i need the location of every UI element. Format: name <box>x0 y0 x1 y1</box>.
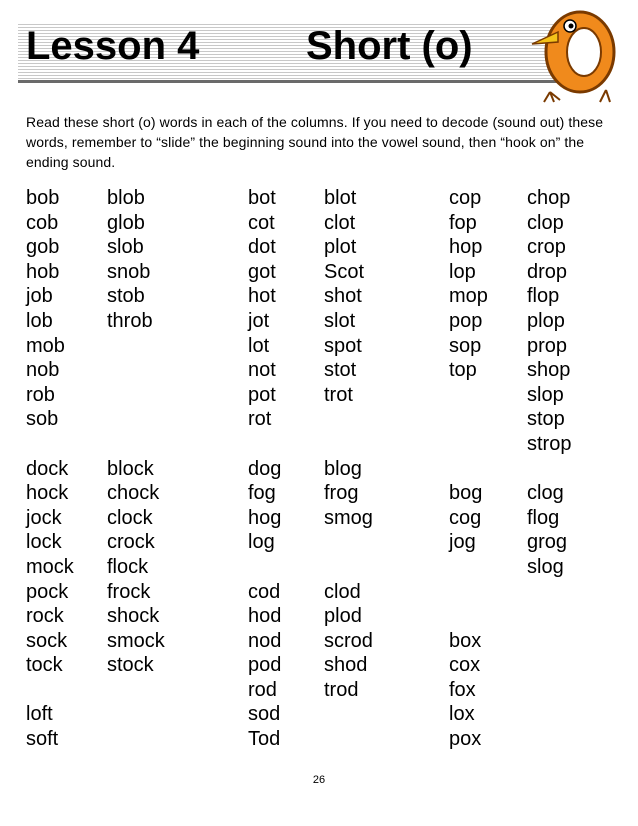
word-spacer <box>248 555 281 580</box>
word-item: chock <box>107 482 160 505</box>
word-spacer <box>527 629 571 654</box>
word-item: top <box>449 359 477 382</box>
word-item: nod <box>248 629 282 652</box>
page-number: 26 <box>312 774 326 786</box>
word-item: fox <box>449 678 476 701</box>
word-item: rob <box>26 383 55 406</box>
word-item: lot <box>248 334 270 357</box>
word-item: trod <box>324 678 359 701</box>
word-item: clop <box>527 211 564 234</box>
word-spacer <box>324 407 373 432</box>
word-spacer <box>449 457 488 482</box>
word-item: cot <box>248 211 275 234</box>
word-item: Tod <box>248 728 281 751</box>
word-item: sop <box>449 334 482 357</box>
word-spacer <box>324 702 373 727</box>
letter-o-bird-icon <box>510 4 630 104</box>
word-item: fop <box>449 211 477 234</box>
word-item: bot <box>248 187 276 209</box>
word-item: frog <box>324 482 359 505</box>
word-item: smog <box>324 506 373 529</box>
word-spacer <box>449 580 488 605</box>
word-item: sod <box>248 703 281 726</box>
word-spacer <box>107 407 165 432</box>
word-item: lox <box>449 703 475 726</box>
word-item: frock <box>107 580 151 603</box>
word-item: hog <box>248 506 282 529</box>
word-item: dot <box>248 236 276 259</box>
word-column-5 <box>449 186 488 752</box>
word-item: soft <box>26 728 59 751</box>
word-spacer <box>449 383 488 408</box>
word-item: cob <box>26 211 59 234</box>
word-item: got <box>248 260 276 283</box>
word-spacer <box>107 358 165 383</box>
word-item: pot <box>248 383 276 406</box>
word-item: flock <box>107 555 149 578</box>
word-spacer <box>449 407 488 432</box>
word-item: throb <box>107 309 153 332</box>
word-list <box>0 186 638 756</box>
word-item: dock <box>26 457 69 480</box>
word-item: jog <box>449 531 476 554</box>
lesson-title: Lesson 4 <box>26 24 200 68</box>
word-item: rock <box>26 605 64 628</box>
word-spacer <box>26 432 74 457</box>
word-item: spot <box>324 334 362 357</box>
word-item: bog <box>449 482 483 505</box>
word-item: blog <box>324 457 362 480</box>
word-item: grog <box>527 531 568 554</box>
word-item: jot <box>248 309 270 332</box>
word-item: cop <box>449 187 482 209</box>
word-item: clod <box>324 580 361 603</box>
word-spacer <box>107 432 165 457</box>
word-column-1 <box>26 186 74 752</box>
word-spacer <box>449 604 488 629</box>
word-item: fog <box>248 482 276 505</box>
word-item: pock <box>26 580 69 603</box>
word-item: dog <box>248 457 282 480</box>
word-item: chop <box>527 187 571 209</box>
word-item: cog <box>449 506 482 529</box>
word-spacer <box>527 702 571 727</box>
word-spacer <box>248 432 281 457</box>
topic-title: Short (o) <box>306 24 473 68</box>
word-item: slob <box>107 236 144 259</box>
word-spacer <box>324 727 373 752</box>
word-item: shot <box>324 285 362 308</box>
word-item: plod <box>324 605 362 628</box>
word-item: plop <box>527 309 565 332</box>
word-item: rod <box>248 678 277 701</box>
word-item: clock <box>107 506 153 529</box>
word-spacer <box>107 702 165 727</box>
word-spacer <box>527 604 571 629</box>
word-item: stop <box>527 408 565 431</box>
word-item: bob <box>26 187 60 209</box>
word-spacer <box>449 555 488 580</box>
word-item: blob <box>107 187 145 209</box>
word-item: slot <box>324 309 356 332</box>
word-item: rot <box>248 408 272 431</box>
word-spacer <box>107 334 165 359</box>
word-item: lob <box>26 309 53 332</box>
word-spacer <box>107 383 165 408</box>
word-column-2 <box>107 186 165 752</box>
word-spacer <box>107 678 165 703</box>
word-item: sob <box>26 408 59 431</box>
word-column-3 <box>248 186 281 752</box>
word-spacer <box>449 432 488 457</box>
word-item: nob <box>26 359 60 382</box>
word-item: hock <box>26 482 69 505</box>
word-item: hop <box>449 236 483 259</box>
word-item: clot <box>324 211 356 234</box>
word-item: smock <box>107 629 165 652</box>
word-item: not <box>248 359 276 382</box>
word-column-6 <box>527 186 571 752</box>
word-item: prop <box>527 334 568 357</box>
word-item: lock <box>26 531 62 554</box>
word-item: scrod <box>324 629 373 652</box>
word-spacer <box>527 727 571 752</box>
word-item: slop <box>527 383 564 406</box>
word-item: snob <box>107 260 151 283</box>
word-item: cox <box>449 654 481 677</box>
word-item: hob <box>26 260 60 283</box>
word-item: strop <box>527 432 572 455</box>
word-item: pop <box>449 309 483 332</box>
word-item: crock <box>107 531 155 554</box>
word-spacer <box>324 530 373 555</box>
word-item: hod <box>248 605 282 628</box>
word-spacer <box>324 555 373 580</box>
word-item: jock <box>26 506 62 529</box>
word-spacer <box>527 653 571 678</box>
word-spacer <box>324 432 373 457</box>
word-item: stot <box>324 359 357 382</box>
word-spacer <box>107 727 165 752</box>
word-column-4 <box>324 186 373 752</box>
word-item: mob <box>26 334 65 357</box>
word-item: cod <box>248 580 281 603</box>
word-item: gob <box>26 236 60 259</box>
instructions-text: Read these short (o) words in each of the columns. If you need to decode (sound out) these words, remember to “slide” the beginning sound into the vowel sound, then “hook on” the ending sound. <box>26 114 604 170</box>
word-item: mop <box>449 285 488 308</box>
word-item: sock <box>26 629 68 652</box>
word-item: clog <box>527 482 564 505</box>
word-item: hot <box>248 285 276 308</box>
word-item: log <box>248 531 275 554</box>
word-item: slog <box>527 555 564 578</box>
word-item: trot <box>324 383 353 406</box>
word-item: flop <box>527 285 560 308</box>
word-item: block <box>107 457 154 480</box>
word-spacer <box>527 678 571 703</box>
word-item: pox <box>449 728 482 751</box>
word-item: lop <box>449 260 476 283</box>
word-item: loft <box>26 703 53 726</box>
word-item: shock <box>107 605 160 628</box>
word-spacer <box>26 678 74 703</box>
word-item: mock <box>26 555 74 578</box>
word-spacer <box>527 457 571 482</box>
word-item: crop <box>527 236 566 259</box>
word-item: stock <box>107 654 154 677</box>
word-spacer <box>527 580 571 605</box>
word-item: pod <box>248 654 282 677</box>
word-item: glob <box>107 211 145 234</box>
word-item: blot <box>324 187 357 209</box>
word-item: Scot <box>324 260 365 283</box>
word-item: plot <box>324 236 357 259</box>
word-item: flog <box>527 506 560 529</box>
word-item: drop <box>527 260 568 283</box>
word-item: job <box>26 285 53 308</box>
word-item: stob <box>107 285 145 308</box>
word-item: tock <box>26 654 63 677</box>
word-item: shod <box>324 654 368 677</box>
word-item: box <box>449 629 482 652</box>
word-item: shop <box>527 359 571 382</box>
